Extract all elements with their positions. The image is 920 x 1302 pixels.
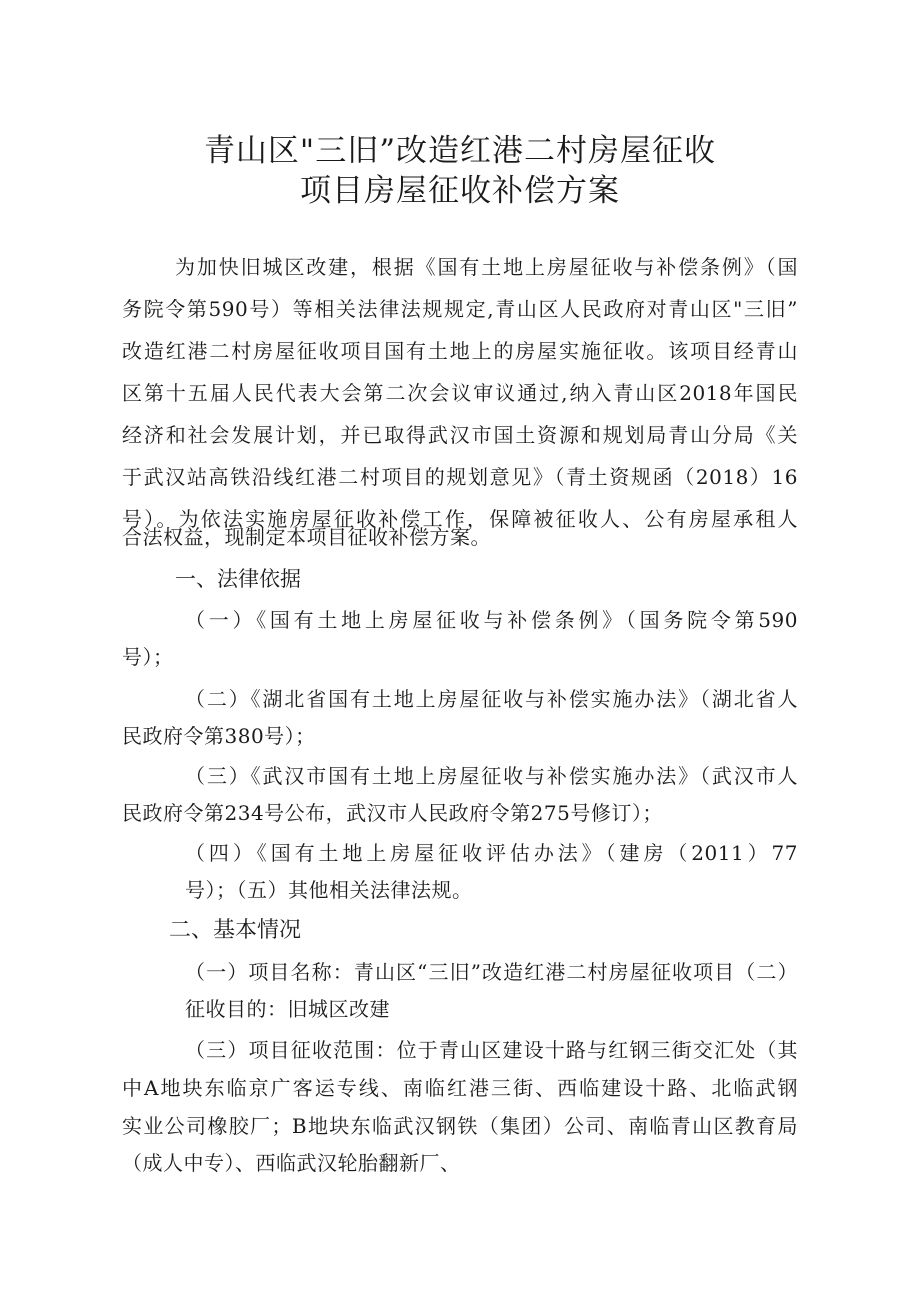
basic-info-line: （三）项目征收范围：位于青山区建设十路与红钢三街交汇处（其 — [185, 1038, 798, 1062]
basic-info-line: 实业公司橡胶厂；B地块东临武汉钢铁（集团）公司、南临青山区教育局 — [122, 1114, 798, 1138]
intro-line: 改造红港二村房屋征收项目国有土地上的房屋实施征收。该项目经青山 — [122, 339, 798, 363]
legal-basis-line: （一）《国有土地上房屋征收与补偿条例》（国务院令第590 — [185, 608, 798, 632]
basic-info-line: 征收目的：旧城区改建 — [185, 997, 390, 1021]
legal-basis-line: 民政府令第380号）； — [122, 724, 316, 748]
intro-line: 于武汉站高铁沿线红港二村项目的规划意见》（青土资规函（2018）16 — [122, 465, 798, 489]
document-title-line-2: 项目房屋征收补偿方案 — [300, 173, 620, 209]
legal-basis-line: 号）；（五）其他相关法律法规。 — [185, 878, 473, 902]
legal-basis-line: （四）《国有土地上房屋征收评估办法》（建房（2011）77 — [185, 841, 798, 865]
legal-basis-line: 民政府令第234号公布，武汉市人民政府令第275号修订）； — [122, 801, 663, 825]
intro-line: 为加快旧城区改建，根据《国有土地上房屋征收与补偿条例》（国 — [175, 255, 798, 279]
intro-line-last: 合法权益，现制定本项目征收补偿方案。 — [122, 525, 491, 549]
section-heading-basic-info: 二、基本情况 — [169, 918, 302, 943]
legal-basis-line: （三）《武汉市国有土地上房屋征收与补偿实施办法》（武汉市人 — [185, 764, 798, 788]
intro-line: 务院令第590号）等相关法律法规规定,青山区人民政府对青山区"三旧” — [122, 297, 798, 321]
intro-line: 经济和社会发展计划，并已取得武汉市国土资源和规划局青山分局《关 — [122, 423, 798, 447]
basic-info-line: 中A地块东临京广客运专线、南临红港三街、西临建设十路、北临武钢 — [122, 1076, 798, 1100]
section-heading-legal-basis: 一、法律依据 — [175, 567, 301, 591]
document-title-line-1: 青山区"三旧”改造红港二村房屋征收 — [203, 133, 717, 169]
basic-info-line: （成人中专）、西临武汉轮胎翻新厂、 — [122, 1151, 461, 1175]
intro-line: 区第十五届人民代表大会第二次会议审议通过,纳入青山区2018年国民 — [122, 381, 798, 405]
legal-basis-line: （二）《湖北省国有土地上房屋征收与补偿实施办法》（湖北省人 — [185, 687, 798, 711]
basic-info-line: （一）项目名称：青山区“三旧”改造红港二村房屋征收项目（二） — [185, 960, 798, 984]
intro-line: 号）。为依法实施房屋征收补偿工作，保障被征收人、公有房屋承租人 — [122, 507, 798, 531]
legal-basis-line: 号）； — [122, 645, 174, 669]
